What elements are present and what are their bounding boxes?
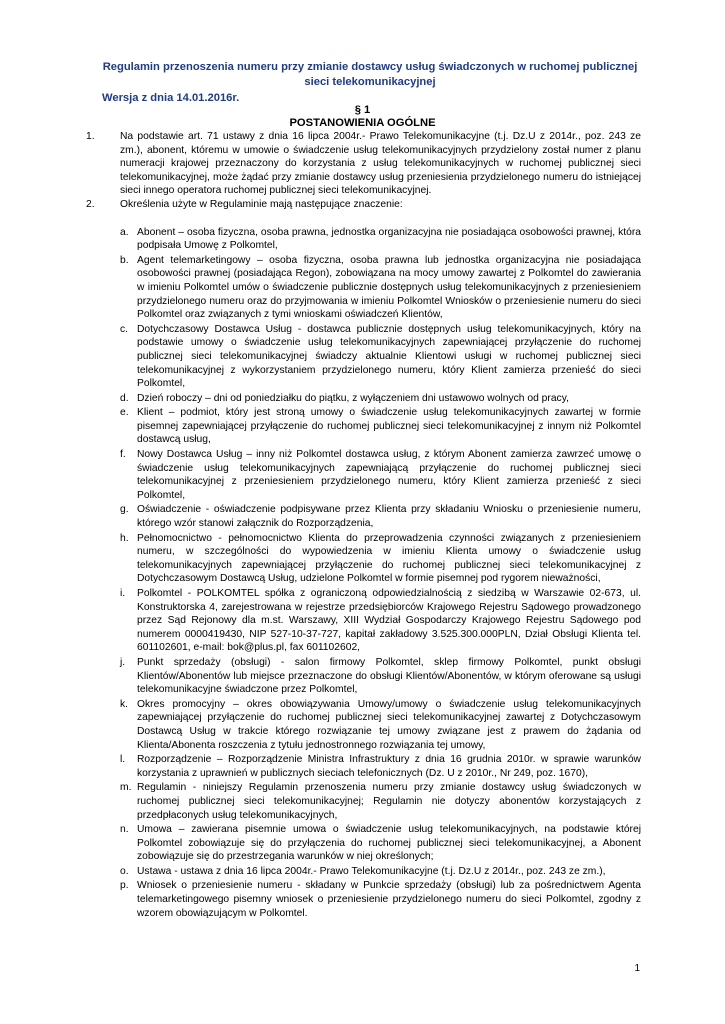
page-number: 1 [634,963,640,974]
definition-item [120,753,641,780]
definition-item [120,698,641,752]
document-body [86,130,641,921]
definition-letter: m. [120,782,132,794]
paragraph-number: 1. [86,131,95,142]
definition-item [120,532,641,586]
definition-letter: o. [120,865,129,877]
definition-text: Wniosek o przeniesienie numeru - składany w Punkcie sprzedaży (obsługi) lub za pośrednictwem Agenta telemarketingowego pisemny wniosek o przeniesienie przydzielonego numeru do sieci Polkomtel, zgodny z wzorem obowiązującym w Polkomtel. [137,880,641,919]
section-number: § 1 [354,104,371,116]
definition-item [120,503,641,530]
definition-letter: g. [120,504,129,516]
definition-letter: f. [120,449,126,461]
paragraph-number: 2. [86,198,95,210]
definition-text: Agent telemarketingowy – osoba fizyczna, osoba prawna lub jednostka organizacyjna nie posiadająca osobowości prawnej (posiadająca Regon), zobowiązana na mocy umowy zawartej z Polkomtel do zawierania w imieniu Polkomtel umów o świadczenie publicznie dostępnych usług telekomunikacyjnych z przeniesieniem przydzielonego numeru oraz do przyjmowania w imieniu Polkomtel Wniosków o przeniesienie numeru do sieci Polkomtel oraz związanych z tymi wnioskami oświadczeń Klientów, [137,254,641,321]
definition-text: Polkomtel - POLKOMTEL spółka z ograniczoną odpowiedzialnością z siedzibą w Warszawie 02-673, ul. Konstruktorska 4, zarejestrowana w rejestrze przedsiębiorców Krajowego Rejestru Sądowego prowadzonego przez Sąd Rejonowy dla m.st. Warszawy, XIII Wydział Gospodarczy Krajowego Rejestru Sądowego pod numerem 0000419430, NIP 527-10-37-727, kapitał zakładowy 3.525.300.000PLN, Dział Obsługi Klienta tel. 601102601, e-mail: bok@plus.pl, fax 601102602, [137,588,641,654]
definition-text: Dzień roboczy – dni od poniedziałku do piątku, z wyłączeniem dni ustawowo wolnych od pracy, [137,392,569,404]
paragraph [86,130,641,198]
definition-text: Regulamin - niniejszy Regulamin przenoszenia numeru przy zmianie dostawcy usług świadczonych w ruchomej publicznej sieci telekomunikacyjnej; Regulamin nie dotyczy abonentów korzystających z przedpłaconych usług telekomunikacyjnych, [137,782,641,821]
definition-item [120,781,641,822]
definition-text: Okres promocyjny – okres obowiązywania Umowy/umowy o świadczenie usług telekomunikacyjnych zapewniającej przyłączenie do ruchomej publicznej sieci telekomunikacyjnej zawartej z Dotychczasowym Dostawcą Usług w trakcie którego rozwiązanie tej umowy związane jest z prawem do żądania od Klienta/Abonenta roszczenia z tytułu jednostronnego rozwiązania tej umowy, [137,698,641,751]
definition-text: Oświadczenie - oświadczenie podpisywane przez Klienta przy składaniu Wniosku o przeniesienie numeru, którego wzór stanowi załącznik do Rozporządzenia, [137,504,641,530]
paragraph [86,198,641,212]
definition-item [120,226,641,253]
definition-item [120,448,641,502]
definition-letter: l. [120,754,126,766]
version-date: Wersja z dnia 14.01.2016r. [102,92,240,104]
definition-item [120,254,641,322]
definitions-list [120,226,641,921]
definition-item [120,406,641,447]
definition-text: Rozporządzenie – Rozporządzenie Ministra Infrastruktury z dnia 16 grudnia 2010r. w sprawie warunków korzystania z uprawnień w publicznych sieciach telefonicznych (Dz. U z 2010r., Nr 249, poz. 1670), [137,754,641,779]
definition-letter: p. [120,880,129,892]
definition-text: Umowa – zawierana pisemnie umowa o świadczenie usług telekomunikacyjnych, na podstawie której Polkomtel zobowiązuje się do przyłączenia do ruchomej publicznej sieci telekomunikacyjnej, a Abonent zobowiązuje się do przestrzegania warunków w niej określonych; [137,824,641,863]
definition-text: Ustawa - ustawa z dnia 16 lipca 2004r.- Prawo Telekomunikacyjne (t.j. Dz.U z 2014r., poz. 243 ze zm.), [137,865,606,877]
definition-item [120,879,641,920]
definition-text: Punkt sprzedaży (obsługi) - salon firmowy Polkomtel, sklep firmowy Polkomtel, punkt obsługi Klientów/Abonentów lub miejsce przeznaczone do obsługi Klientów/Abonentów, w którym oferowane są usługi telekomunikacyjne świadczone przez Polkomtel, [137,656,641,696]
definition-item [120,656,641,697]
definition-letter: i. [120,588,126,599]
paragraph-text: Na podstawie art. 71 ustawy z dnia 16 lipca 2004r.- Prawo Telekomunikacyjne (t.j. Dz.U z 2014r., poz. 243 ze zm.), abonent, któremu w umowie o świadczenie usług telekomunikacyjnych przydzielony został numer z planu numeracji krajowej przeznaczony do korzystania z usług telekomunikacyjnych w ruchomej publicznej sieci telekomunikacyjnej, może żądać przy zmianie dostawcy usług przeniesienia przydzielonego numeru do istniejącej sieci innego operatora ruchomej publicznej sieci telekomunikacyjnej. [120,131,641,197]
definition-item [120,323,641,391]
definition-text: Nowy Dostawca Usług – inny niż Polkomtel dostawca usług, z którym Abonent zamierza zawrzeć umowę o świadczenie usług telekomunikacyjnych zapewniającą przyłączenie do ruchomej publicznej sieci telekomunikacyjnej z przeniesieniem przydzielonego numeru, który Klient zamierza przenieść z sieci Polkomtel, [137,449,641,501]
definition-letter: j. [120,656,126,668]
definition-text: Dotychczasowy Dostawca Usług - dostawca publicznie dostępnych usług telekomunikacyjnych, który na podstawie umowy o świadczenie usług telekomunikacyjnych zapewniającej przyłączenie do ruchomej publicznej sieci telekomunikacyjnej świadczy aktualnie Klientowi usługi w ruchomej publicznej sieci telekomunikacyjnej z wykorzystaniem przydzielonego numeru, który Klient zamierza przenieść do sieci Polkomtel, [137,323,641,390]
definition-text: Klient – podmiot, który jest stroną umowy o świadczenie usług telekomunikacyjnych zawartej w formie pisemnej zapewniającej przyłączenie do ruchomej publicznej sieci telekomunikacyjnej z innym niż Polkomtel dostawcą usług, [137,407,641,446]
definition-letter: n. [120,824,129,836]
document-title: Regulamin przenoszenia numeru przy zmianie dostawcy usług świadczonych w ruchomej publicznej sieci telekomunikacyjnej [102,61,638,88]
definition-item [120,587,641,655]
definition-letter: b. [120,254,129,266]
definition-letter: h. [120,532,129,544]
definition-text: Pełnomocnictwo - pełnomocnictwo Klienta do przeprowadzenia czynności związanych z przeniesieniem numeru, w szczególności do wypowiedzenia w imieniu Klienta umowy o świadczenie usług telekomunikacyjnych zapewniającej przyłączenie do ruchomej publicznej sieci telekomunikacyjnej z Dotychczasowym Dostawcą Usług, udzielone Polkomtel w formie pisemnej pod rygorem nieważności, [137,532,641,585]
definition-letter: k. [120,698,129,710]
definition-item [120,865,641,879]
paragraph-text: Określenia użyte w Regulaminie mają następujące znaczenie: [120,198,403,210]
definition-letter: d. [120,392,129,404]
section-title: POSTANOWIENIA OGÓLNE [289,117,436,129]
definition-letter: a. [120,226,129,238]
definition-letter: c. [120,323,129,335]
definition-text: Abonent – osoba fizyczna, osoba prawna, jednostka organizacyjna nie posiadająca osobowości prawnej, która podpisała Umowę z Polkomtel, [137,226,641,252]
definition-item [120,823,641,864]
definition-item [120,392,641,406]
definition-letter: e. [120,407,129,419]
